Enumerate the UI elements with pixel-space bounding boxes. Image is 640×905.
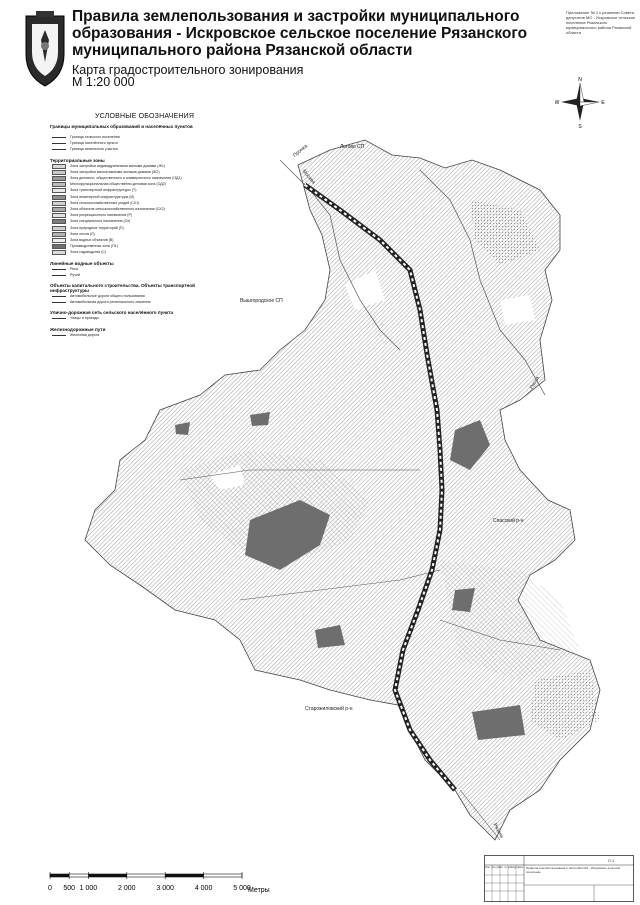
legend-section-heading: Железнодорожные пути [50, 326, 106, 332]
legend-item: Зона застройки индивидуальными жилыми домами (Ж1) [70, 163, 166, 168]
legend-item: Зона лесов (Л) [70, 231, 95, 236]
label-top-settlement: Льгово СП [340, 144, 365, 150]
compass-w: W [555, 100, 560, 106]
scale-bar-outline [50, 874, 242, 877]
legend-swatch [52, 182, 66, 187]
scale-bar-label: 4 000 [194, 885, 213, 892]
legend-swatch [52, 176, 66, 181]
approval-note: Приложение № 2 к решению Совета депутатов МО - Искровское сельское поселение Рязанского муниципального района Рязанской области [566, 10, 636, 35]
legend-item: Зона объектов сельскохозяйственного назначения (СХ2) [70, 207, 165, 211]
legend-section-heading: Объекты капитального строительства. Объекты транспортной инфраструктуры [50, 283, 195, 293]
scale-bar-label: 5 000 [233, 885, 251, 892]
stamp-row-label: Кол.уч [491, 866, 499, 869]
legend-swatch [52, 226, 66, 231]
scale-bar-label: 0 [48, 885, 52, 892]
legend-swatch [52, 296, 66, 297]
legend-item: Ручей [70, 272, 81, 277]
legend-swatch [52, 269, 66, 270]
label-south-settlement: Старожиловский р-н [305, 706, 353, 712]
legend-swatch [52, 143, 66, 144]
legend-section-heading: Улично-дорожная сеть сельского населённого пункта [50, 310, 174, 316]
scale-bar-graphic [38, 868, 278, 898]
scale-bar-label: 500 [63, 885, 76, 892]
legend-swatch [52, 207, 66, 212]
legend-item: Железная дорога [70, 332, 100, 337]
compass-n: N [578, 77, 582, 83]
stamp-sheet: Л-1 [608, 858, 615, 863]
legend-swatch [52, 195, 66, 200]
coat-of-arms-icon [22, 10, 68, 88]
unzoned-area [500, 295, 535, 325]
legend-swatch [52, 170, 66, 175]
compass-rose-icon [555, 75, 605, 130]
legend-swatch [52, 302, 66, 303]
label-river-nw: Пронка [292, 143, 309, 159]
legend-swatch [52, 164, 66, 169]
label-road-s: Рязань [491, 822, 505, 840]
legend-title: УСЛОВНЫЕ ОБОЗНАЧЕНИЯ [95, 113, 195, 120]
legend-item: Зона водных объектов (В) [70, 238, 114, 242]
legend-swatch [52, 213, 66, 218]
map-scale: М 1:20 000 [72, 75, 135, 89]
legend-item: Производственная зона (П1) [70, 244, 118, 249]
legend-item: Граница земельного участка [70, 147, 118, 152]
scale-bar-label: 2 000 [118, 885, 136, 892]
legend-item: Зона застройки малоэтажными жилыми домами (Ж2) [70, 169, 160, 174]
map-subtitle: Карта градостроительного зонирования [72, 63, 304, 77]
stamp-row-label: Дата [517, 866, 523, 869]
legend-item: Автомобильные дороги общего пользования [70, 294, 145, 298]
legend-item: Зона транспортной инфраструктуры (Т) [70, 188, 137, 193]
scale-bar-segment [165, 874, 203, 877]
map-title: Правила землепользования и застройки муниципального образования - Искровское сельское поселение Рязанского муниципального района Рязанской области [72, 8, 528, 59]
legend-swatch [52, 149, 66, 150]
legend-section-heading: Границы муниципальных образований и населённых пунктов [50, 124, 193, 129]
legend-swatch [52, 238, 66, 243]
stamp-row-label: Подп. [511, 866, 518, 869]
legend-swatch [52, 250, 66, 255]
legend-swatch [52, 275, 66, 276]
scale-bar-segment [88, 874, 126, 877]
legend-swatch [52, 335, 66, 336]
legend-section-heading: Территориальные зоны [50, 157, 105, 163]
legend-item: Автомобильная дорога регионального значения [70, 300, 151, 305]
legend-section-heading: Линейные водные объекты [50, 260, 114, 266]
compass-e: E [601, 100, 605, 106]
label-river-e: Рясса [528, 375, 541, 391]
legend-swatch [52, 137, 66, 138]
scale-bar-segment [50, 874, 69, 877]
legend-item: Граница населённого пункта [70, 141, 118, 146]
legend-item: Улицы и проезды [70, 316, 99, 321]
scale-bar [38, 868, 278, 898]
scale-bar-label: 1 000 [79, 885, 98, 892]
legend-item: Зона инженерной инфраструктуры (И) [70, 194, 135, 199]
legend-item: Зона специального назначения (Сп) [70, 219, 131, 224]
label-west-settlement: Вышгородское СП [240, 298, 283, 304]
legend-item: Граница сельского поселения [70, 135, 120, 139]
stamp-row-label: Изм. [485, 866, 491, 869]
legend-swatch [52, 244, 66, 249]
legend-swatch [52, 188, 66, 193]
stamp-row-label: Лист [498, 866, 504, 869]
legend-swatch [52, 201, 66, 206]
stamp-row-label: № док. [504, 866, 513, 869]
legend-swatch [52, 219, 66, 224]
legend-item: Зона делового, общественного и коммерческого назначения (ОД1) [70, 176, 182, 180]
legend-item: Зона рекреационного назначения (Р) [70, 213, 133, 218]
label-east-settlement: Спасский р-н [493, 518, 524, 524]
legend-item: Река [70, 266, 78, 271]
legend-swatch [52, 318, 66, 319]
compass-s: S [578, 124, 582, 130]
label-road-n: Москва [300, 168, 317, 186]
scale-bar-label: 3 000 [156, 885, 174, 892]
legend-item: Зона садоводства (С) [70, 250, 107, 255]
legend-item: Зона природных территорий (П) [70, 225, 124, 230]
legend-item: Зона сельскохозяйственных угодий (СХ1) [70, 200, 140, 205]
legend-swatch [52, 232, 66, 237]
stamp-description: Правила землепользования и застройки МО - Искровское сельское поселение [526, 866, 621, 874]
legend [50, 110, 200, 380]
legend-item: Многофункциональная общественно-деловая зона (ОД2) [70, 182, 166, 187]
scale-bar-unit: Метры [248, 887, 270, 894]
